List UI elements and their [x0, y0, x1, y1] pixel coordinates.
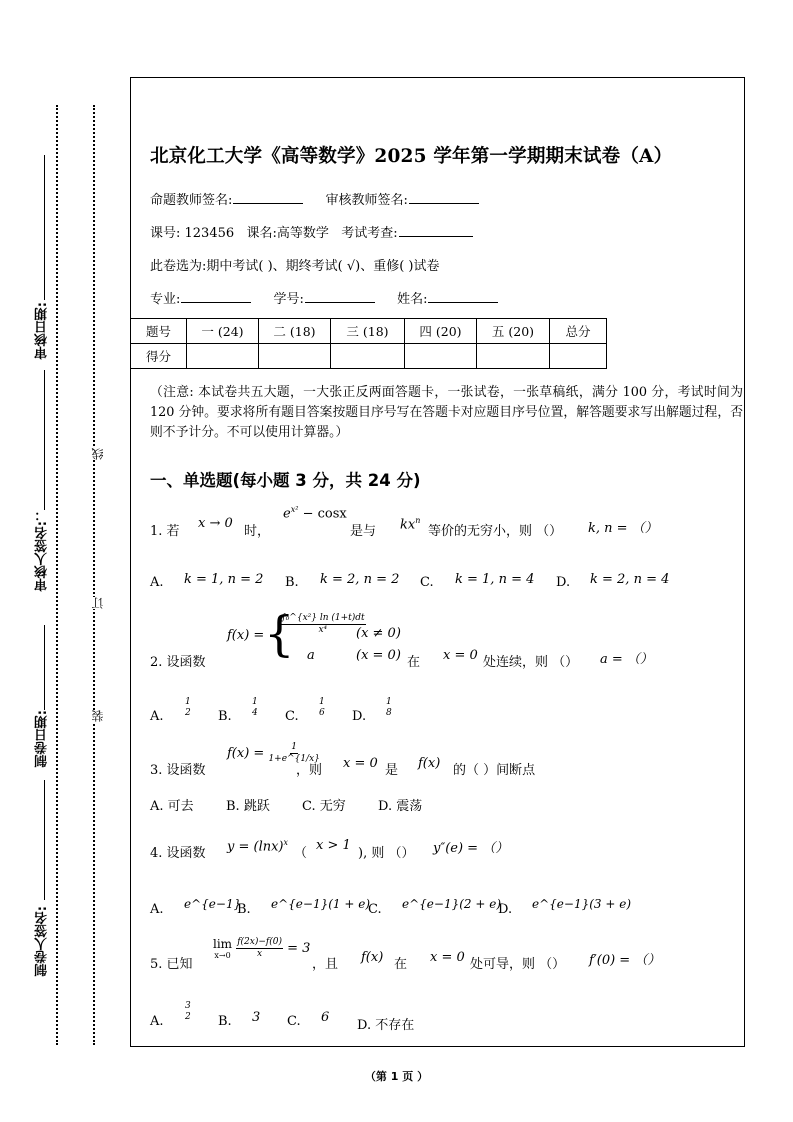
q1-when: 时， [244, 524, 271, 539]
q2-tail: 处连续，则 （） [483, 655, 579, 670]
proposer-label: 命题教师签名: [150, 193, 233, 208]
q2-x0: x = 0 [443, 648, 478, 663]
q4-option-d[interactable]: e^{e−1}(3 + e) [532, 897, 631, 911]
major-label: 专业: [150, 292, 181, 307]
q3-option-a[interactable]: A. 可去 [150, 799, 194, 814]
q5-option-a[interactable]: 3 2 [185, 1001, 191, 1022]
student-info-line [150, 288, 516, 307]
q4-close: ), 则 （） [358, 846, 415, 861]
q2-ask: a = （） [600, 652, 653, 667]
q2-case2-cond: (x = 0) [356, 648, 401, 663]
q2-case2: a [307, 648, 315, 663]
q1-tail: 等价的无穷小，则 （） [428, 524, 563, 539]
q2-option-c-letter[interactable]: C. [285, 709, 299, 724]
q4-ask: y″(e) = （） [433, 841, 509, 856]
name-label: 姓名: [397, 292, 428, 307]
signature-line [150, 189, 497, 208]
q2-option-d-letter[interactable]: D. [352, 709, 367, 724]
maker-date-blank [44, 625, 45, 710]
q3-fx: f(x) = $\frac{1}{1+e\^{}\{1/x\}}$ [227, 742, 320, 764]
page-number: （第 1 页 ） [364, 1070, 429, 1083]
score-table [130, 318, 607, 369]
q4-option-b[interactable]: e^{e−1}(1 + e) [271, 897, 370, 911]
q1-expression: $e^{x^2} - \cos x$ [283, 505, 347, 522]
q4-option-c[interactable]: e^{e−1}(2 + e) [402, 897, 501, 911]
q5-at: 在 [394, 957, 408, 972]
q3-option-d[interactable]: D. 震荡 [378, 799, 423, 814]
course-line [150, 222, 491, 241]
q2-fx: f(x) = [227, 628, 265, 643]
binding-char-line: 线 [91, 448, 105, 460]
q1-option-b[interactable]: k = 2, n = 2 [320, 572, 400, 587]
reviewer-blank[interactable] [409, 191, 479, 204]
q5-x0: x = 0 [430, 950, 465, 965]
q2-option-a-letter[interactable]: A. [150, 709, 164, 724]
q1-condition: x → 0 [198, 516, 233, 531]
q2-option-a[interactable]: 1 2 [185, 697, 191, 718]
score-header-cell: 题号 [131, 319, 187, 344]
question-3: 3. 设函数 [150, 763, 206, 778]
score-cell[interactable] [405, 344, 477, 369]
q5-ask: f′(0) = （） [589, 953, 661, 968]
exam-title: 北京化工大学《高等数学》2025 学年第一学期期末试卷（A） [150, 146, 673, 167]
q5-and: ，且 [312, 957, 339, 972]
score-cell[interactable] [187, 344, 259, 369]
q4-option-b-letter[interactable]: B. [237, 902, 251, 917]
q5-tail: 处可导，则 （） [470, 957, 566, 972]
score-cell[interactable] [259, 344, 331, 369]
q1-ask: k, n = （） [588, 521, 658, 536]
audit-date-label: 审核日期: [35, 302, 50, 360]
q4-option-a-letter[interactable]: A. [150, 902, 164, 917]
q3-option-b[interactable]: B. 跳跃 [226, 799, 270, 814]
reviewer-label: 审核教师签名: [325, 193, 408, 208]
q1-option-c-letter[interactable]: C. [420, 575, 434, 590]
q2-option-b[interactable]: 1 4 [252, 697, 258, 718]
auditor-sign-blank [44, 370, 45, 510]
q1-option-a[interactable]: k = 1, n = 2 [184, 572, 264, 587]
question-2: 2. 设函数 [150, 655, 206, 670]
score-header-cell: 二 (18) [259, 319, 331, 344]
q5-option-c-letter[interactable]: C. [287, 1014, 301, 1029]
auditor-sign-label: 审核人签名:： [35, 508, 50, 592]
q1-option-a-letter[interactable]: A. [150, 575, 164, 590]
q2-case1: $\frac{\text{∫₀\textasciicircum{}\{x²\} ln (1+t)dt}}{\text{x⁴}}$ [281, 613, 365, 635]
q5-option-a-letter[interactable]: A. [150, 1014, 164, 1029]
q2-case1-cond: (x ≠ 0) [356, 626, 401, 641]
q2-brace: { [264, 606, 295, 662]
q1-option-d[interactable]: k = 2, n = 4 [590, 572, 670, 587]
score-header-cell: 一 (24) [187, 319, 259, 344]
q3-option-c[interactable]: C. 无穷 [302, 799, 346, 814]
maker-sign-blank [44, 780, 45, 900]
student-id-blank[interactable] [305, 290, 375, 303]
proposer-blank[interactable] [233, 191, 303, 204]
q4-paren: （ [294, 846, 308, 861]
q3-is: 是 [385, 763, 399, 778]
binding-char-bind: 订 [91, 597, 105, 609]
q5-fx: f(x) [361, 950, 384, 965]
q1-option-c[interactable]: k = 1, n = 4 [455, 572, 535, 587]
audit-date-blank [44, 155, 45, 300]
maker-date-label: 制卷日期: [35, 710, 50, 768]
score-header-cell: 三 (18) [331, 319, 405, 344]
q2-option-b-letter[interactable]: B. [218, 709, 232, 724]
q5-option-c[interactable]: 6 [321, 1010, 330, 1025]
q1-mid: 是与 [350, 524, 377, 539]
exam-type-line: 此卷选为:期中考试( )、期终考试( √)、重修( )试卷 [150, 259, 440, 274]
score-cell[interactable] [477, 344, 550, 369]
q4-option-d-letter[interactable]: D. [498, 902, 513, 917]
q2-option-c[interactable]: 1 6 [319, 697, 325, 718]
name-blank[interactable] [428, 290, 498, 303]
q3-x0: x = 0 [343, 756, 378, 771]
q5-option-b[interactable]: 3 [252, 1010, 261, 1025]
q4-cond: x > 1 [316, 838, 351, 853]
q4-fx: $y = (\ln x)^x$ [227, 838, 289, 855]
q4-option-c-letter[interactable]: C. [368, 902, 382, 917]
score-row-label: 得分 [131, 344, 187, 369]
score-header-cell: 四 (20) [405, 319, 477, 344]
score-cell[interactable] [550, 344, 607, 369]
score-value-row [131, 344, 607, 369]
binding-char-seal: 装 [91, 710, 105, 722]
q3-tail: 的（ ）间断点 [453, 763, 536, 778]
q4-option-a[interactable]: e^{e−1} [184, 897, 242, 911]
question-1: 1. 若 [150, 524, 180, 539]
question-5: 5. 已知 [150, 957, 193, 972]
q5-option-d[interactable]: D. 不存在 [357, 1018, 415, 1033]
exam-mode-blank[interactable] [399, 224, 473, 237]
student-id-label: 学号: [273, 292, 304, 307]
q3-fx2: f(x) [418, 756, 441, 771]
q5-option-b-letter[interactable]: B. [218, 1014, 232, 1029]
course-info: 课号: 123456 课名:高等数学 考试考查: [150, 226, 398, 241]
score-cell[interactable] [331, 344, 405, 369]
question-4: 4. 设函数 [150, 846, 206, 861]
major-blank[interactable] [181, 290, 251, 303]
q2-option-d[interactable]: 1 8 [386, 697, 392, 718]
binding-dotted-line-inner [93, 105, 95, 1045]
score-header-cell: 五 (20) [477, 319, 550, 344]
q3-then: ，则 [296, 763, 323, 778]
section-title-single-choice: 一、单选题(每小题 3 分，共 24 分) [150, 471, 421, 490]
q1-kx: $kx^n$ [400, 516, 421, 533]
q5-limit: lim x→0 $\frac{f(2x)-f(0)}{x}$ = 3 [213, 936, 311, 960]
q1-option-b-letter[interactable]: B. [285, 575, 299, 590]
score-header-cell: 总分 [550, 319, 607, 344]
maker-sign-label: 制卷人签名: [35, 906, 50, 977]
exam-note: （注意: 本试卷共五大题，一大张正反两面答题卡，一张试卷，一张草稿纸，满分 100 分，考试时间为 120 分钟。要求将所有题目答案按题目序号写在答题卡对应题目序号位置，解答题要求写出解题过程，否则不予计分。不可以使用计算器。） [150, 385, 743, 440]
binding-dotted-line-outer [56, 105, 58, 1045]
score-header-row [131, 319, 607, 344]
q2-at: 在 [407, 655, 421, 670]
q1-option-d-letter[interactable]: D. [556, 575, 571, 590]
